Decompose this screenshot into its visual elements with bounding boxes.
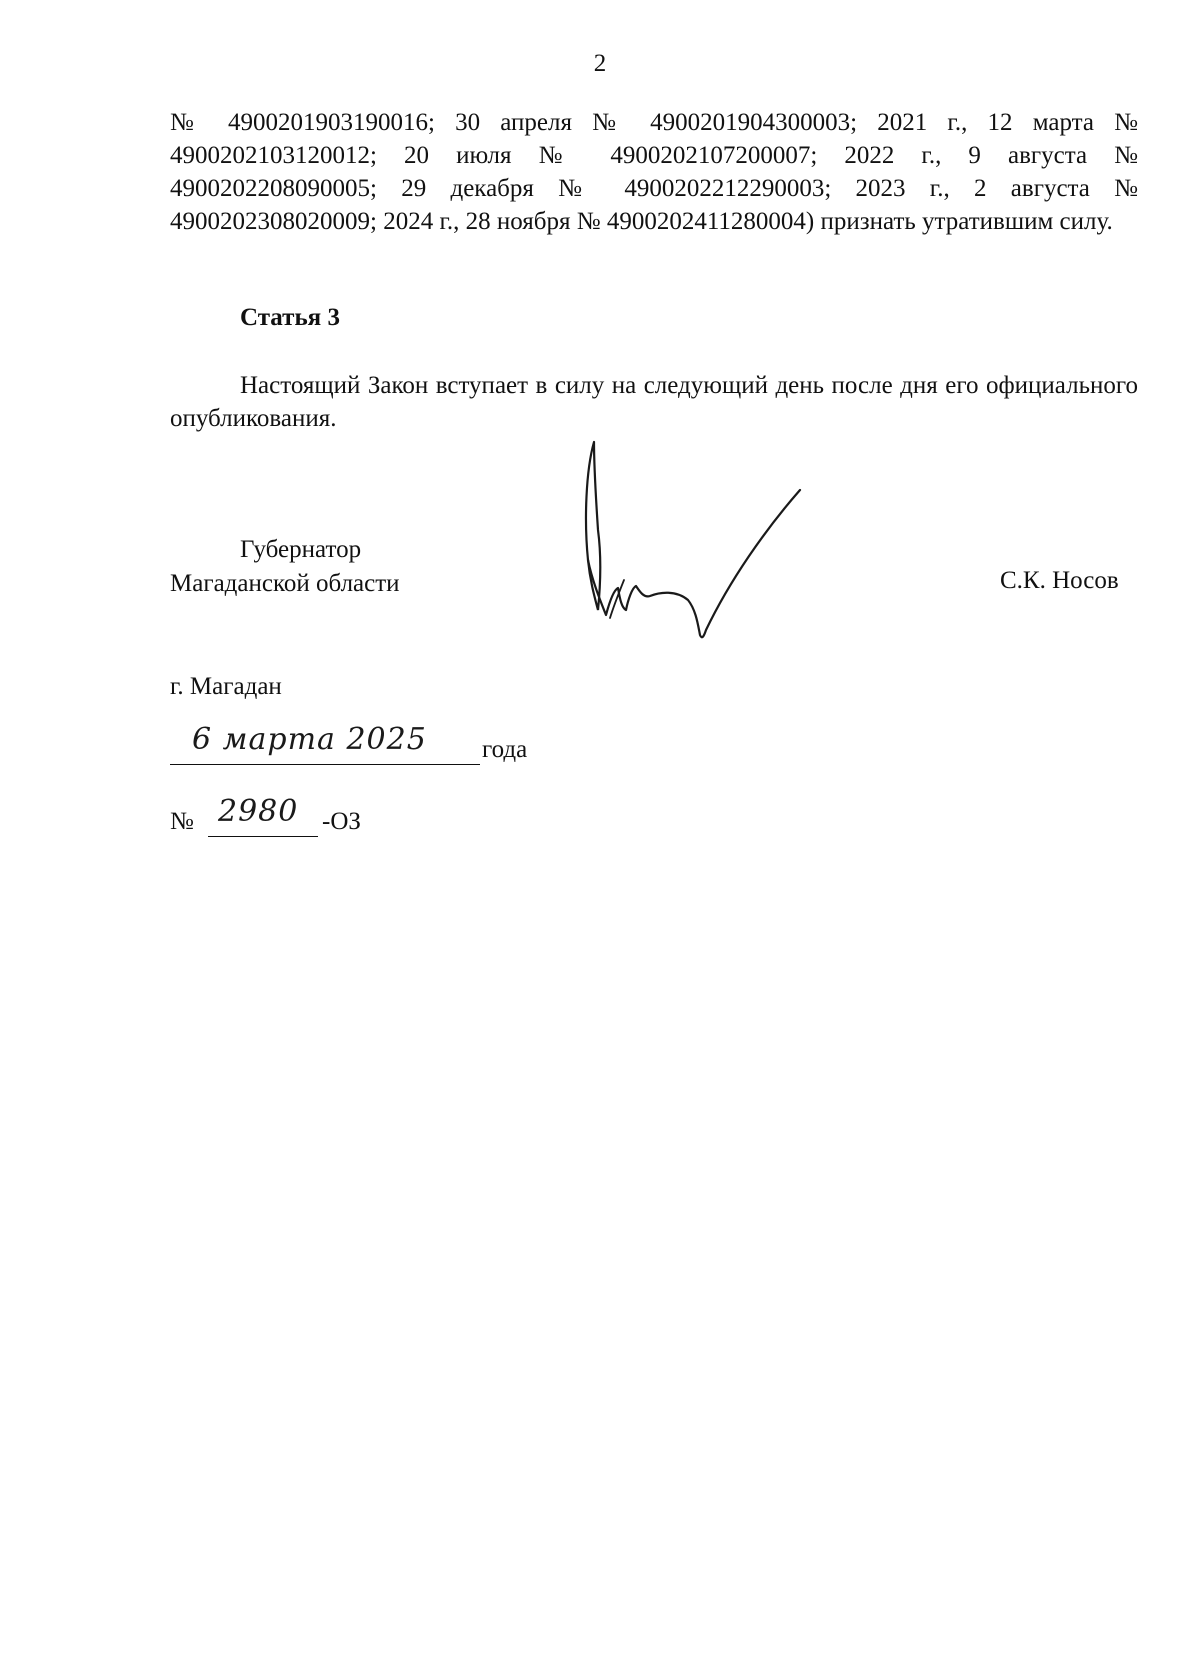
continuation-paragraph: № 4900201903190016; 30 апреля № 4900201904300003; 2021 г., 12 марта № 4900202103120012; 20 июля № 4900202107200007; 2022 г., 9 августа № 4900202208090005; 29 декабря № 4900202212290003; 2023 г., 2 августа № 4900202308020009; 2024 г., 28 ноября № 4900202411280004) признать утратившим силу. [170,109,1138,235]
article-text: Настоящий Закон вступает в силу на следующий день после дня его официального опубликования. [170,372,1138,432]
law-number-suffix: -ОЗ [322,808,361,835]
date-fill-line [170,722,480,765]
governor-title-line1: Губернатор [240,536,362,563]
law-number-prefix: № [170,808,194,835]
handwritten-signature [580,440,860,670]
governor-title-line2: Магаданской области [170,570,400,597]
law-number-fill-line [208,794,318,837]
law-number [170,794,470,840]
handwritten-law-number: 2980 [218,794,299,829]
governor-title [170,533,400,601]
governor-name: С.К. Носов [1000,567,1119,594]
page-number: 2 [593,50,607,77]
place: г. Магадан [170,673,282,700]
date-suffix: года [482,736,528,763]
article-title: Статья 3 [240,304,340,331]
signing-date [170,722,570,768]
handwritten-date: 6 марта 2025 [192,722,427,757]
